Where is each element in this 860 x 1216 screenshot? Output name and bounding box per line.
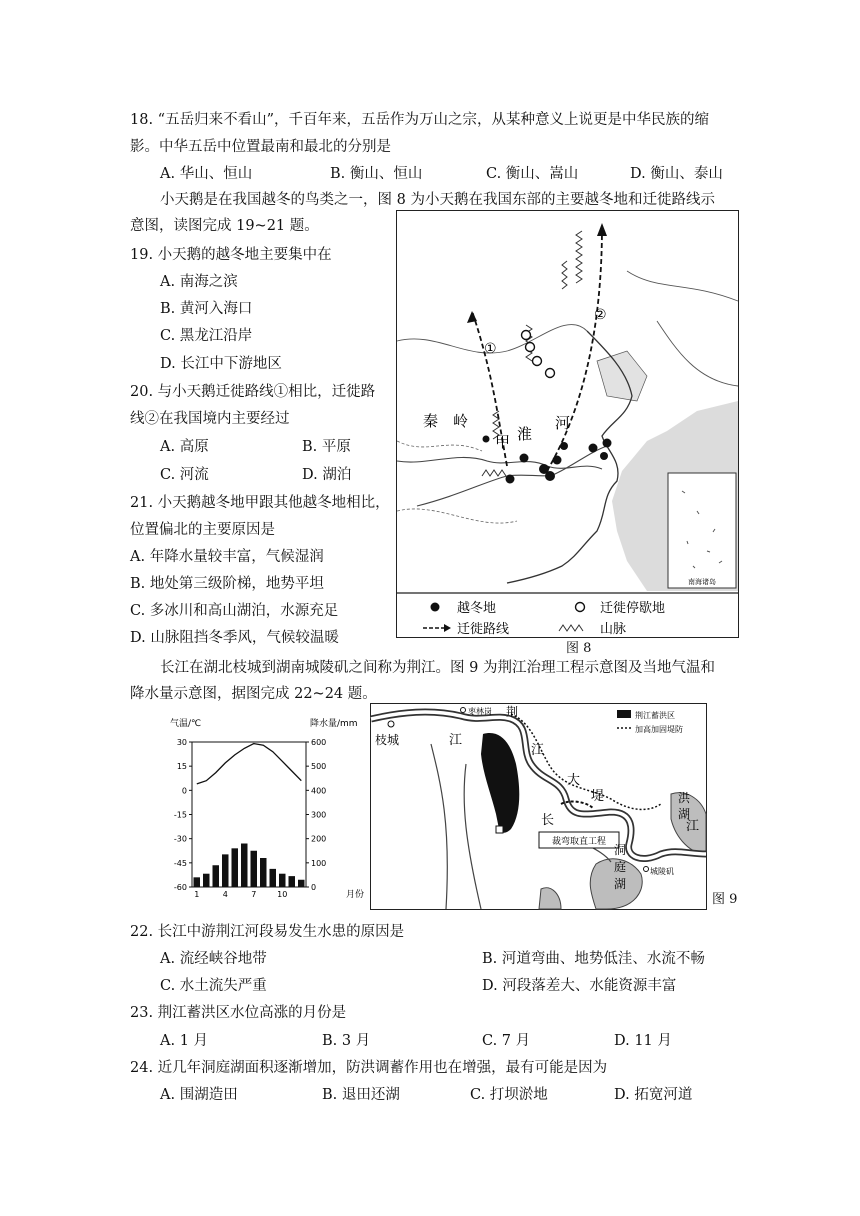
q19-stem: 19. 小天鹅的越冬地主要集中在 (130, 247, 332, 263)
temp-tick-label: 30 (176, 738, 187, 747)
legend-route: 迁徙路线 (457, 622, 510, 637)
legend-winter: 越冬地 (457, 601, 497, 616)
q20-option-d[interactable]: D. 湖泊 (302, 467, 352, 483)
label-zhicheng: 枝城 (375, 733, 400, 747)
q24-option-c[interactable]: C. 打坝淤地 (470, 1087, 548, 1103)
climate-plot-frame (192, 742, 306, 887)
figure-9-caption: 图 9 (712, 892, 738, 907)
route-1-arrow (467, 311, 477, 323)
precip-tick-label: 200 (311, 834, 327, 844)
lake-fragment (539, 888, 561, 909)
month-tick-label: 7 (251, 890, 257, 899)
q23-stem: 23. 荆江蓄洪区水位高涨的月份是 (130, 1005, 347, 1021)
label-zaolin: 枣林岗 (468, 707, 492, 716)
q19-option-c[interactable]: C. 黑龙江沿岸 (160, 328, 253, 344)
precip-tick-label: 0 (311, 883, 317, 892)
precip-tick-label: 600 (311, 738, 327, 747)
label-da: 大 (567, 773, 581, 788)
precip-bar (222, 854, 229, 887)
precip-tick-label: 400 (311, 786, 327, 796)
precip-bar (203, 874, 210, 887)
climate-chart-svg (160, 712, 365, 902)
migration-route-2 (547, 226, 602, 471)
label-dong: 洞 (614, 843, 627, 857)
q22-stem: 22. 长江中游荆江河段易发生水患的原因是 (130, 924, 405, 940)
zhicheng-point (388, 721, 394, 727)
month-tick-label: 10 (277, 890, 288, 899)
q19-option-b[interactable]: B. 黄河入海口 (160, 301, 253, 317)
q20-stem-line2: 线②在我国境内主要经过 (130, 411, 290, 427)
label-jing: 荆 (506, 705, 519, 719)
q24-option-a[interactable]: A. 围湖造田 (160, 1087, 238, 1103)
q18-stem-line1: 18. “五岳归来不看山”，千百年来，五岳作为万山之宗，从某种意义上说更是中华民族的缩 (130, 112, 709, 128)
precip-bar (194, 877, 201, 887)
q23-option-d[interactable]: D. 11 月 (614, 1033, 672, 1049)
precip-bar (298, 880, 305, 887)
q21-option-d[interactable]: D. 山脉阻挡冬季风，气候较温暖 (130, 630, 339, 646)
q18-stem-line2: 影。中华五岳中位置最南和最北的分别是 (130, 139, 391, 155)
precip-axis-title: 降水量/mm (310, 719, 358, 729)
project-label: 裁弯取直工程 (551, 837, 607, 847)
legend-storage-icon (617, 710, 631, 718)
label-ling: 岭 (453, 412, 469, 430)
q20-option-a[interactable]: A. 高原 (160, 439, 209, 455)
label-jiang3: 江 (686, 819, 700, 834)
precip-bar (232, 848, 239, 887)
precip-bar (289, 876, 296, 887)
precip-bar (241, 844, 248, 888)
month-tick-label: 1 (194, 890, 200, 899)
q18-option-b[interactable]: B. 衡山、恒山 (330, 166, 423, 182)
month-tick-label: 4 (222, 890, 228, 899)
legend-storage: 荆江蓄洪区 (635, 711, 675, 720)
q24-stem: 24. 近几年洞庭湖面积逐渐增加，防洪调蓄作用也在增强，最有可能是因为 (130, 1060, 608, 1076)
q21-stem-line2: 位置偏北的主要原因是 (130, 522, 275, 538)
province-lines (397, 441, 517, 523)
q23-option-b[interactable]: B. 3 月 (322, 1033, 371, 1049)
q23-option-a[interactable]: A. 1 月 (160, 1033, 209, 1049)
precip-bar (279, 874, 286, 887)
label-hu: 湖 (678, 807, 691, 821)
figure-8-caption: 图 8 (566, 641, 592, 656)
legend-mountain-icon (559, 625, 583, 631)
label-jiang2: 江 (531, 743, 545, 758)
precip-bar (251, 851, 258, 887)
label-qin: 秦 (423, 412, 439, 430)
temp-tick-label: -60 (173, 883, 187, 892)
climate-chart (160, 712, 365, 902)
flood-storage-area (481, 733, 519, 833)
label-he: 河 (555, 414, 571, 432)
legend-stop: 迁徙停歇地 (600, 601, 666, 616)
label-chenglingji: 城陵矶 (650, 867, 674, 876)
migration-map-svg (397, 211, 738, 637)
q18-option-c[interactable]: C. 衡山、嵩山 (486, 166, 579, 182)
label-route-2: ② (594, 307, 607, 323)
q21-option-c[interactable]: C. 多冰川和高山湖泊，水源充足 (130, 603, 339, 619)
q20-stem-line1: 20. 与小天鹅迁徙路线①相比，迁徙路 (130, 384, 376, 400)
figure-8-map (396, 210, 739, 638)
sluice-gate (496, 826, 503, 833)
temperature-line (197, 744, 301, 784)
chenglingji-point (644, 867, 649, 872)
temp-tick-label: -30 (173, 834, 187, 844)
precip-tick-label: 100 (311, 858, 327, 868)
q24-option-b[interactable]: B. 退田还湖 (322, 1087, 400, 1103)
q20-option-c[interactable]: C. 河流 (160, 467, 209, 483)
q19-option-d[interactable]: D. 长江中下游地区 (160, 356, 282, 372)
legend-dike: 加高加固堤防 (635, 725, 683, 734)
intro19-line2: 意图，读图完成 19~21 题。 (130, 218, 319, 234)
nanhai-label: 南海诸岛 (688, 578, 716, 586)
q21-stem-line1: 21. 小天鹅越冬地甲跟其他越冬地相比， (130, 495, 390, 511)
zaolin-point (461, 708, 466, 713)
q22-option-b[interactable]: B. 河道弯曲、地势低洼、水流不畅 (482, 951, 705, 967)
temp-tick-label: 15 (176, 762, 187, 772)
q22-option-d[interactable]: D. 河段落差大、水能资源丰富 (482, 978, 677, 994)
legend-winter-icon (431, 603, 440, 612)
label-ting: 庭 (614, 860, 627, 874)
label-huai: 淮 (517, 425, 533, 443)
border-lines (397, 271, 738, 386)
precip-bar (213, 865, 220, 887)
q22-option-c[interactable]: C. 水土流失严重 (160, 978, 267, 994)
precip-tick-label: 300 (311, 810, 327, 820)
label-jia: 甲 (495, 433, 511, 451)
intro22-line1: 长江在湖北枝城到湖南城陵矶之间称为荆江。图 9 为荆江治理工程示意图及当地气温和 (160, 660, 715, 676)
label-chang: 长 (541, 813, 555, 828)
jingjiang-map-svg (371, 704, 706, 909)
tributaries (431, 744, 481, 909)
label-di: 堤 (591, 789, 605, 804)
q18-option-d[interactable]: D. 衡山、泰山 (630, 166, 723, 182)
temp-tick-label: -45 (173, 858, 187, 868)
q23-option-c[interactable]: C. 7 月 (482, 1033, 531, 1049)
label-route-1: ① (484, 341, 497, 357)
nanhai-inset (668, 473, 736, 588)
q22-option-a[interactable]: A. 流经峡谷地带 (160, 951, 267, 967)
x-axis-unit: 月份 (346, 890, 365, 900)
temp-tick-label: -15 (173, 810, 187, 820)
legend-stop-icon (576, 603, 585, 612)
q21-option-a[interactable]: A. 年降水量较丰富，气候湿润 (130, 549, 324, 565)
label-hong: 洪 (678, 791, 691, 805)
q20-option-b[interactable]: B. 平原 (302, 439, 351, 455)
q21-option-b[interactable]: B. 地处第三级阶梯，地势平坦 (130, 576, 324, 592)
intro22-line2: 降水量示意图，据图完成 22~24 题。 (130, 686, 377, 702)
legend-route-arrow (444, 624, 451, 632)
precip-tick-label: 500 (311, 762, 327, 772)
precip-bar (270, 869, 277, 887)
route-2-arrow (597, 223, 607, 236)
temp-axis-title: 气温/℃ (170, 719, 202, 729)
temp-tick-label: 0 (181, 786, 187, 796)
bohai-sea (597, 351, 647, 401)
legend-mountain: 山脉 (600, 622, 627, 637)
figure-9-map (370, 703, 707, 910)
label-hu2: 湖 (614, 877, 627, 891)
river-line (397, 457, 602, 469)
intro19-line1: 小天鹅是在我国越冬的鸟类之一，图 8 为小天鹅在我国东部的主要越冬地和迁徙路线示 (160, 192, 715, 208)
label-jiang1: 江 (449, 733, 463, 748)
q19-option-a[interactable]: A. 南海之滨 (160, 274, 238, 290)
precip-bar (260, 858, 267, 887)
q18-option-a[interactable]: A. 华山、恒山 (160, 166, 253, 182)
q24-option-d[interactable]: D. 拓宽河道 (614, 1087, 693, 1103)
